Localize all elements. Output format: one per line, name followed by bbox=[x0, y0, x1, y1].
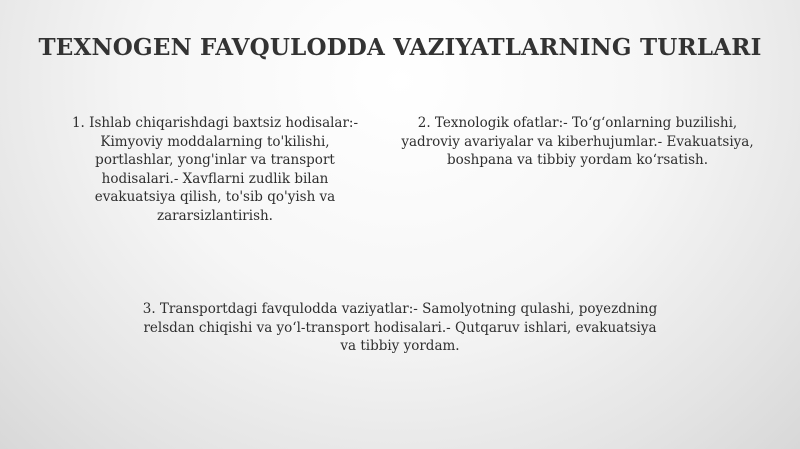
slide-title: TEXNOGEN FAVQULODDA VAZIYATLARNING TURLARI bbox=[38, 34, 762, 61]
text-block-transport-emergencies: 3. Transportdagi favqulodda vaziyatlar:- Samolyotning qulashi, poyezdning relsdan chiqishi va yo‘l-transport hodisalari.- Qutqaruv ishlari, evakuatsiya va tibbiy yordam. bbox=[142, 301, 658, 354]
text-block-industrial-accidents: 1. Ishlab chiqarishdagi baxtsiz hodisalar:- Kimyoviy moddalarning to'kilishi, portlashlar, yong'inlar va transport hodisalari.- Xavflarni zudlik bilan evakuatsiya qilish, to'sib qo'yish va zararsizlantirish. bbox=[71, 115, 359, 224]
text-block-technological-disasters: 2. Texnologik ofatlar:- To‘g‘onlarning buzilishi, yadroviy avariyalar va kiberhujumlar.- Evakuatsiya, boshpana va tibbiy yordam ko‘rsatish. bbox=[401, 115, 754, 168]
